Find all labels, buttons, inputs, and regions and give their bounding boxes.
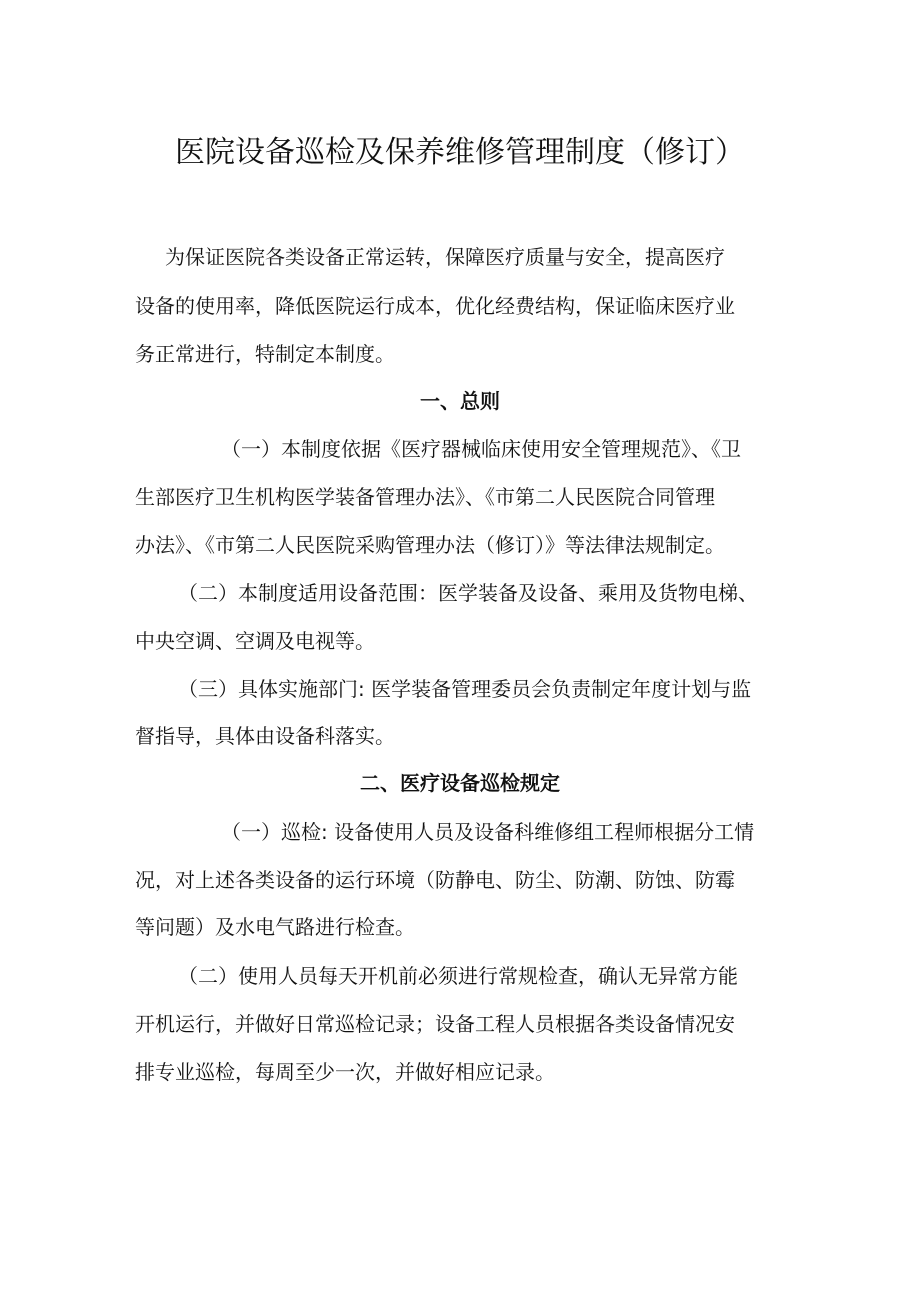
section1-item1-line-1: （一）本制度依据《医疗器械临床使用安全管理规范》、《卫 [221, 437, 741, 461]
intro-line-2: 设备的使用率，降低医院运行成本，优化经费结构，保证临床医疗业 [135, 294, 735, 318]
section1-item3-line-2: 督指导，具体由设备科落实。 [135, 724, 395, 748]
section2-item2-line-1: （二）使用人员每天开机前必须进行常规检查，确认无异常方能 [178, 964, 738, 988]
section2-item2-line-3: 排专业巡检，每周至少一次，并做好相应记录。 [135, 1060, 555, 1084]
section1-item1-line-3: 办法》、《市第二人民医院采购管理办法（修订）》等法律法规制定。 [135, 533, 725, 557]
section2-item1-line-1: （一）巡检: 设备使用人员及设备科维修组工程师根据分工情 [221, 820, 755, 844]
document-title: 医院设备巡检及保养维修管理制度（修订） [175, 135, 745, 170]
section2-item1-line-3: 等问题）及水电气路进行检查。 [135, 915, 415, 939]
section2-item2-line-2: 开机运行，并做好日常巡检记录；设备工程人员根据各类设备情况安 [135, 1012, 735, 1036]
section-heading-inspection: 二、医疗设备巡检规定 [360, 771, 560, 795]
section1-item3-line-1: （三）具体实施部门: 医学装备管理委员会负责制定年度计划与监 [178, 677, 752, 701]
section1-item2-line-2: 中央空调、空调及电视等。 [135, 629, 375, 653]
section2-item1-line-2: 况，对上述各类设备的运行环境（防静电、防尘、防潮、防蚀、防霉 [135, 868, 735, 892]
intro-line-3: 务正常进行，特制定本制度。 [135, 342, 395, 366]
section-heading-general: 一、总则 [420, 389, 500, 413]
intro-line-1: 为保证医院各类设备正常运转，保障医疗质量与安全，提高医疗 [165, 245, 725, 269]
section1-item1-line-2: 生部医疗卫生机构医学装备管理办法》、《市第二人民医院合同管理 [135, 485, 715, 509]
section1-item2-line-1: （二）本制度适用设备范围：医学装备及设备、乘用及货物电梯、 [178, 581, 758, 605]
